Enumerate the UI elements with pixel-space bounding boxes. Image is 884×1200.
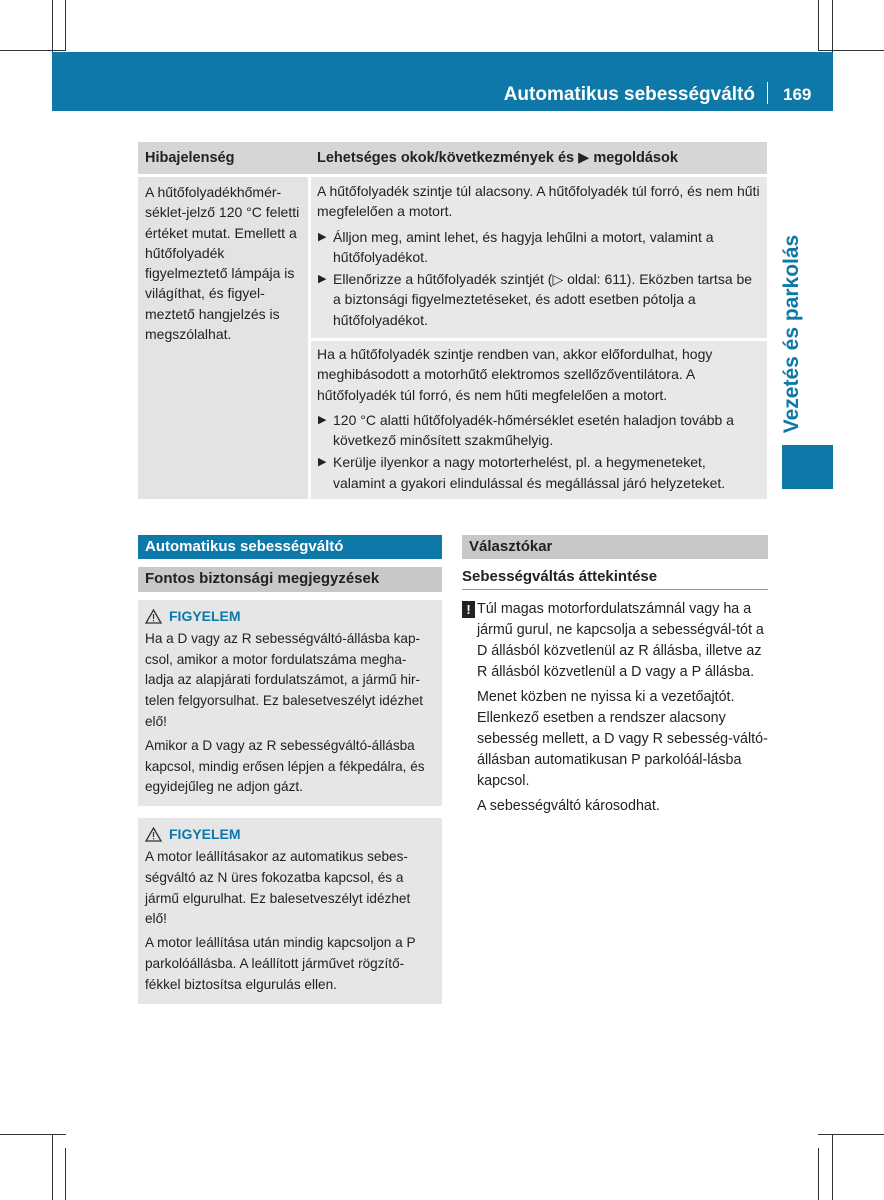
warning-header [145,606,435,627]
page-number: 169 [783,85,812,104]
crop-mark [818,0,819,50]
solution-step [317,269,761,330]
table-cell-symptom [138,177,308,499]
solution-step [317,227,761,268]
damage-note [462,599,768,683]
warning-triangle-icon [145,609,162,624]
table-cell-cause-2 [311,341,767,499]
page-title: Automatikus sebességváltó [503,84,755,105]
solution-step [317,452,761,493]
cause-text: Ha a hűtőfolyadék szintje rendben van, akkor előfordulhat, hogy meghibásodott a motorhűtő elektromos szellőzőventilátora. A hűtőfolyadék túl forró, és nem hűti megfelelően a motort. [317,346,713,403]
warning-text: A motor leállításakor az automatikus sebes-ségváltó az N üres fokozatba kapcsol, és a jármű elgurulhat. Ez balesetveszélyt idézhet elő! [145,848,411,927]
symptom-text: A hűtőfolyadékhőmér-séklet-jelző 120 °C feletti értéket mutat. Emellett a hűtőfolyadék figyelmeztető lámpája is világíthat, és figyel-meztető hangjelzés is megszólalhat. [145,184,300,343]
page-header [52,52,833,111]
table-header-causes: Lehetséges okok/következmények és ▶ megoldások [317,150,678,166]
chapter-tab-label: Vezetés és parkolás [780,234,803,434]
body-paragraph: Menet közben ne nyissa ki a vezetőajtót. Ellenkező esetben a rendszer alacsony sebesség mellett, a D vagy R sebesség-váltó-állásban automatikusan P parkolóál-lásba kapcsol. [477,689,768,789]
crop-mark [818,1148,819,1200]
table-header [138,142,767,174]
bullet-triangle-icon: ▶ [318,230,327,243]
chapter-tab-text [778,228,806,440]
crop-mark [65,1148,66,1200]
left-column [138,535,442,1004]
note-text: Túl magas motorfordulatszámnál vagy ha a jármű gurul, ne kapcsolja a sebességvál-tót a D állásból közvetlenül az R állásba, illetve az R állásból közvetlenül a D vagy a P állásba. [477,601,764,680]
solution-step-text: 120 °C alatti hűtőfolyadék-hőmérséklet esetén haladjon tovább a következő minősített szakműhelyig. [333,411,734,449]
cause-text: A hűtőfolyadék szintje túl alacsony. A hűtőfolyadék túl forró, és nem hűti megfelelően a motort. [317,183,760,220]
warning-box [138,600,442,806]
solution-step-text: Kerülje ilyenkor a nagy motorterhelést, pl. a hegymeneteket, valamint a gyakori elindulással és megállással járó helyzeteket. [333,454,726,491]
right-column [462,535,768,817]
solution-step-text: Ellenőrizze a hűtőfolyadék szintjét (▷ oldal: 611). Eközben tartsa be a biztonsági figyelmeztetéseket, és adott esetben pótolja a hűtőfolyadékot. [333,271,753,328]
crop-mark [818,50,884,51]
crop-mark [0,1134,66,1135]
warning-box [138,818,442,1003]
bullet-triangle-icon: ▶ [318,413,327,426]
troubleshooting-table [138,142,767,499]
bullet-triangle-icon: ▶ [318,273,327,286]
warning-title: FIGYELEM [169,608,241,624]
table-cell-cause-1 [311,177,767,338]
bullet-triangle-icon: ▶ [318,456,327,469]
crop-mark [832,1134,833,1200]
warning-title: FIGYELEM [169,826,241,843]
warning-text: A motor leállítása után mindig kapcsoljon a P parkolóállásba. A leállított járművet rögzítő-fékkel biztosítsa elgurulás ellen. [145,935,416,992]
subheading-gear-overview: Sebességváltás áttekintése [462,568,768,590]
warning-header [145,824,435,845]
warning-text: Ha a D vagy az R sebességváltó-állásba kap-csol, amikor a motor fordulatszáma megha-ladja az alapjárati fordulatszámot, a jármű hir-telen felgyorsulhat. Ez balesetveszélyt idézhet elő! [145,630,424,729]
crop-mark [818,1134,884,1135]
subsection-heading-safety: Fontos biztonsági megjegyzések [138,567,442,592]
warning-text: Amikor a D vagy az R sebességváltó-állásba kapcsol, mindig erősen lépjen a fékpedálra, és egyidejűleg ne adjon gázt. [145,737,425,795]
header-divider [767,82,768,104]
table-header-symptom: Hibajelenség [145,150,235,166]
solution-step [317,410,761,451]
section-heading-transmission: Automatikus sebességváltó [138,535,442,559]
chapter-tab-marker [782,445,833,489]
crop-mark [65,0,66,50]
body-paragraph: A sebességváltó károsodhat. [477,798,660,814]
solution-step-text: Álljon meg, amint lehet, és hagyja lehűlni a motort, valamint a hűtőfolyadékot. [333,228,714,265]
exclamation-icon: ! [462,601,475,618]
crop-mark [0,50,66,51]
section-heading-selector-lever: Választókar [462,535,768,559]
crop-mark [52,1134,53,1200]
warning-triangle-icon [145,827,162,842]
